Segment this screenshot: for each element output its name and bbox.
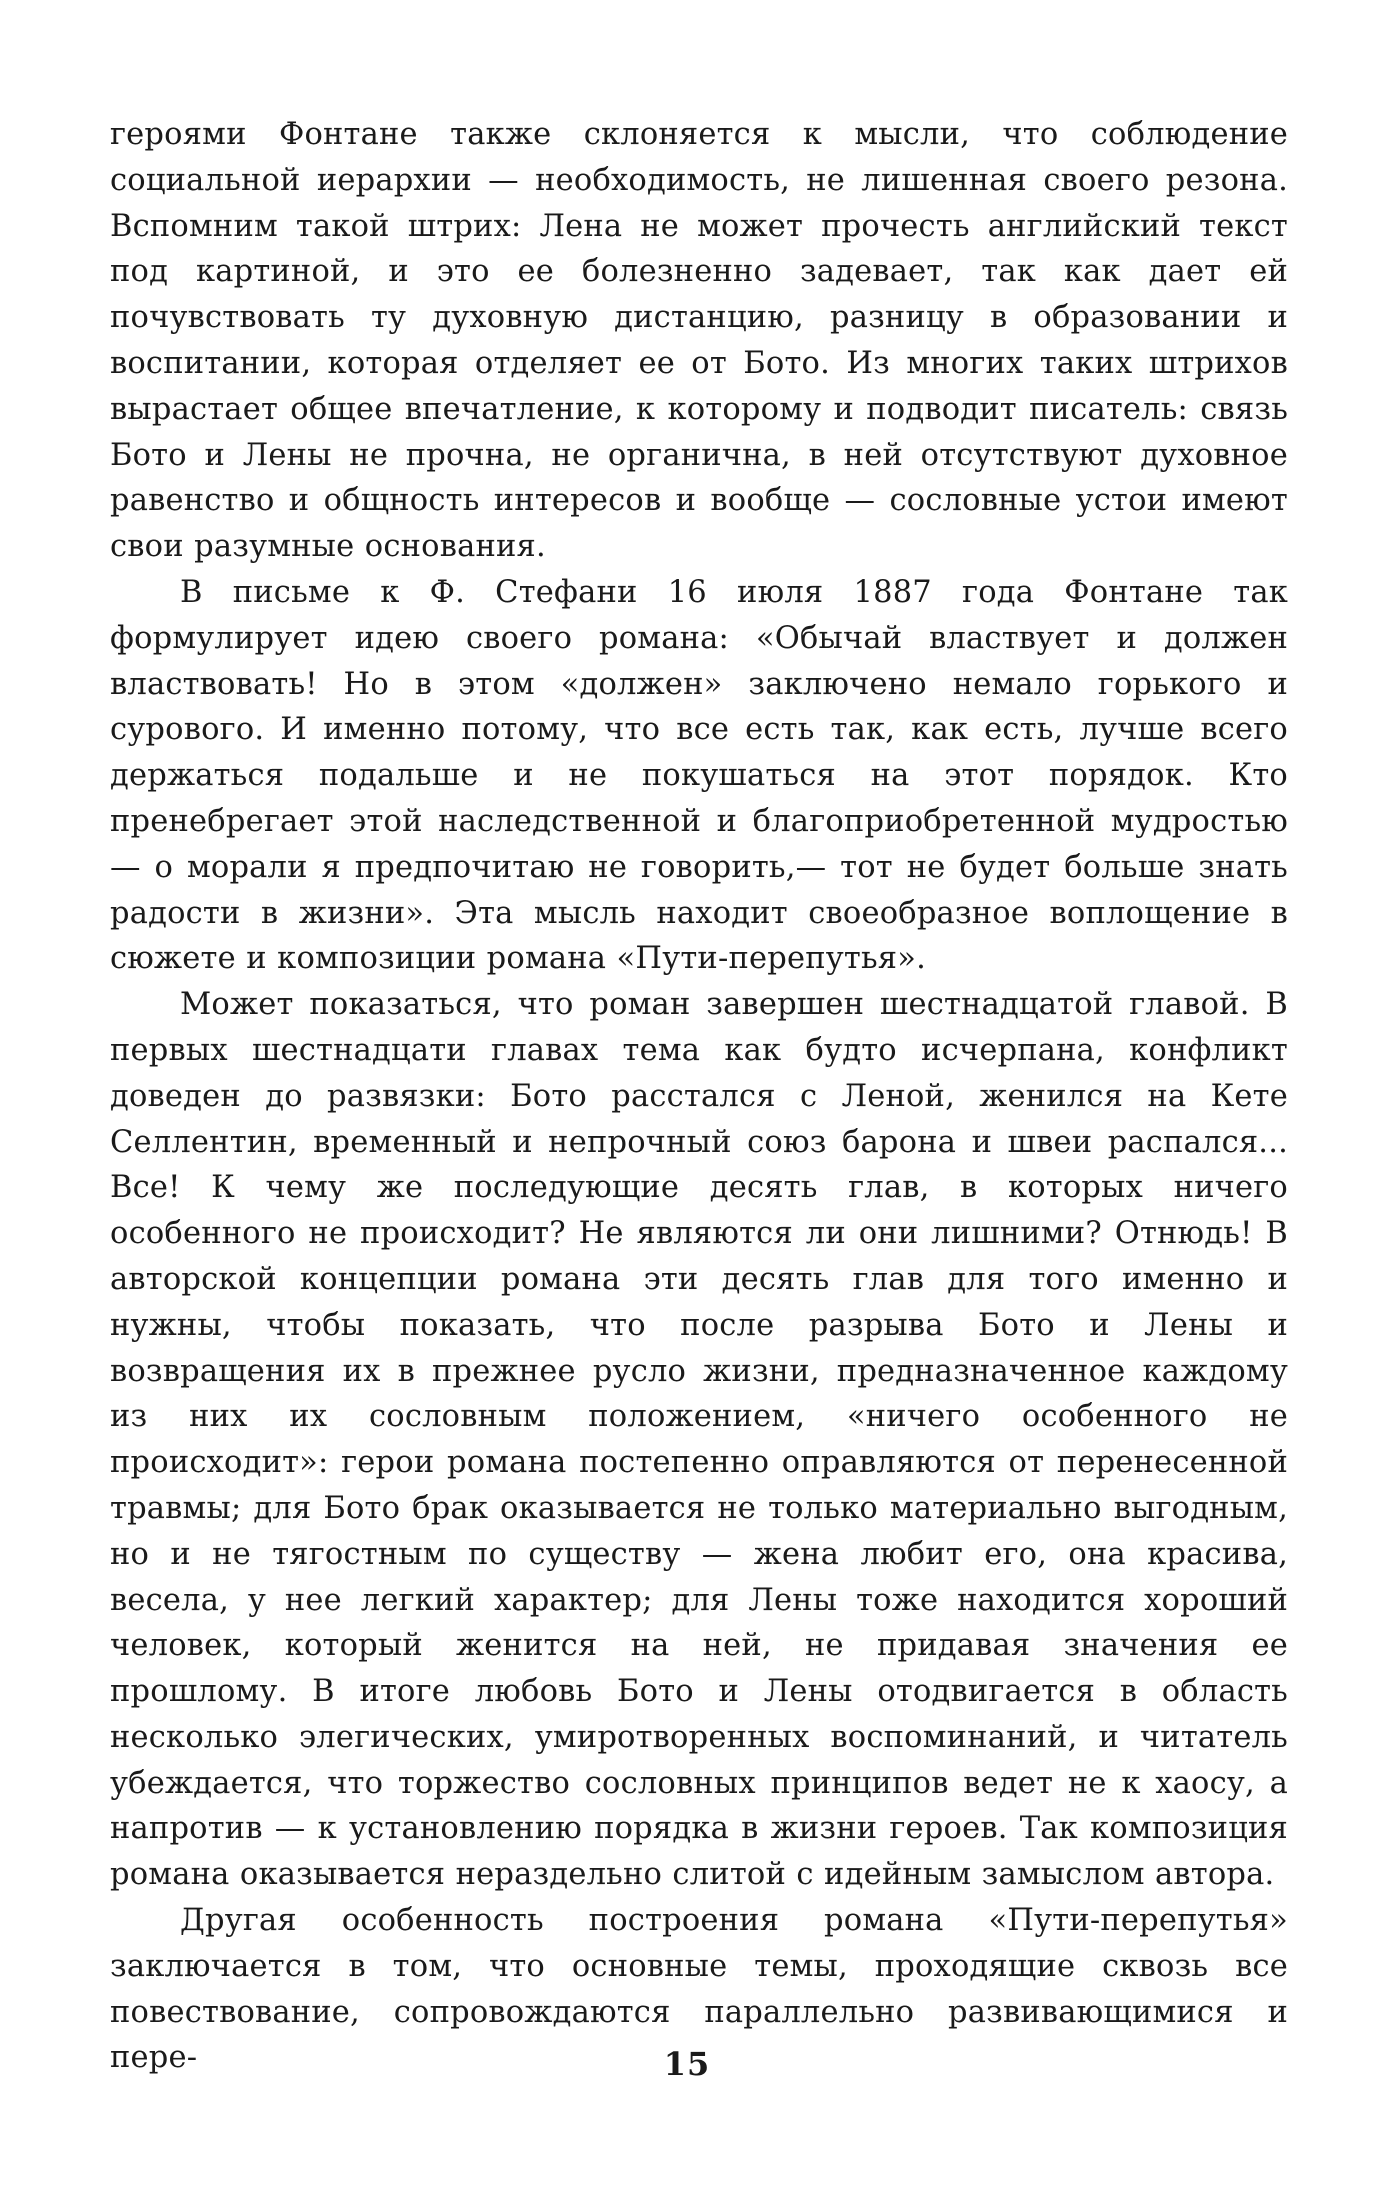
paragraph-letter-quote: В письме к Ф. Стефани 16 июля 1887 года Фонтане так формулирует идею своего романа: «Обычай властвует и должен властвовать! Но в этом «должен» заключено немало горького и сурового. И именно потому, что все есть так, как есть, лучше всего держаться подальше и не покушаться на этот порядок. Кто пренебрегает этой наследственной и благоприобретенной мудростью — о морали я предпочитаю не говорить,— тот не будет больше знать радости в жизни». Эта мысль находит своеобразное воплощение в сюжете и композиции романа «Пути-перепутья». bbox=[110, 574, 1288, 977]
page-number: 15 bbox=[663, 2045, 711, 2083]
paragraph-continuation: героями Фонтане также склоняется к мысли, что соблюдение социальной иерархии — необходимость, не лишенная своего резона. Вспомним такой штрих: Лена не может прочесть английский текст под картиной, и это ее болезненно задевает, так как дает ей почувствовать ту духовную дистанцию, разницу в образовании и воспитании, которая отделяет ее от Бото. Из многих таких штрихов вырастает общее впечатление, к которому и подводит писатель: связь Бото и Лены не прочна, не органична, в ней отсутствуют духовное равенство и общность интересов и вообще — сословные устои имеют свои разумные основания. bbox=[110, 117, 1288, 565]
paragraph-composition: Может показаться, что роман завершен шестнадцатой главой. В первых шестнадцати главах тема как будто исчерпана, конфликт доведен до развязки: Бото расстался с Леной, женился на Кете Селлентин, временный и непрочный союз барона и швеи распался... Все! К чему же последующие десять глав, в которых ничего особенного не происходит? Не являются ли они лишними? Отнюдь! В авторской концепции романа эти десять глав для того именно и нужны, чтобы показать, что после разрыва Бото и Лены и возвращения их в прежнее русло жизни, предназначенное каждому из них их сословным положением, «ничего особенного не происходит»: герои романа постепенно оправляются от перенесенной травмы; для Бото брак оказывается не только материально выгодным, но и не тягостным по существу — жена любит его, она красива, весела, у нее легкий характер; для Лены тоже находится хороший человек, который женится на ней, не придавая значения ее прошлому. В итоге любовь Бото и Лены отодвигается в область несколько элегических, умиротворенных воспоминаний, и читатель убеждается, что торжество сословных принципов ведет не к хаосу, а напротив — к установлению порядка в жизни героев. Так композиция романа оказывается нераздельно слитой с идейным замыслом автора. bbox=[110, 987, 1288, 1893]
paragraph-other-feature: Другая особенность построения романа «Пути-перепутья» заключается в том, что основные темы, проходящие сквозь все повествование, сопровождаются параллельно развивающимися и пере- bbox=[110, 1903, 1288, 2076]
page-body bbox=[110, 112, 1288, 2081]
